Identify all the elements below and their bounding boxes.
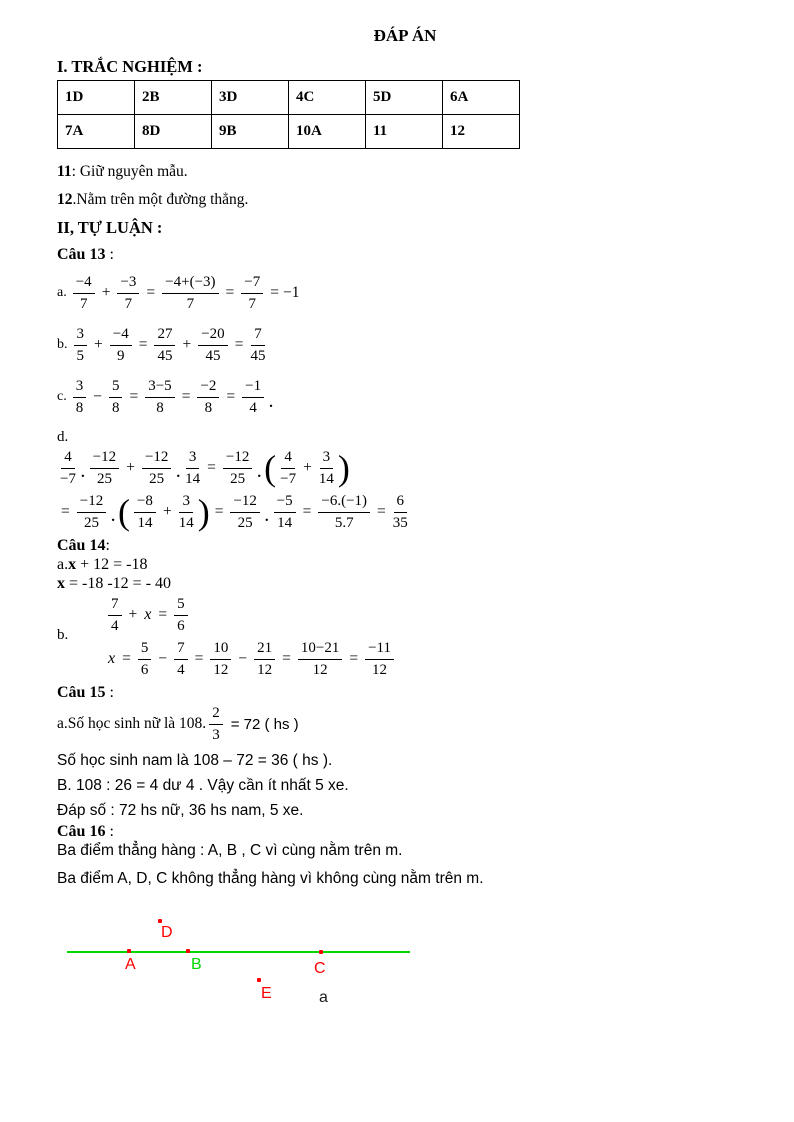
fraction xyxy=(174,596,188,635)
math-var: x xyxy=(108,650,116,667)
cau14-a1-rest: + 12 = -18 xyxy=(76,556,148,573)
denominator: 14 xyxy=(318,470,334,487)
numerator: −2 xyxy=(197,378,219,398)
fraction xyxy=(73,274,95,313)
cau14-label-b: b. xyxy=(57,627,69,643)
fraction xyxy=(298,640,342,679)
denominator: 14 xyxy=(137,514,153,531)
math-op: = xyxy=(214,503,224,520)
numerator: 10 xyxy=(210,640,231,660)
answer-cell: 12 xyxy=(443,115,520,149)
numerator: 3 xyxy=(74,326,88,346)
numerator: −11 xyxy=(365,640,394,660)
answer-table xyxy=(57,80,520,149)
cau14-a2-rest: = -18 -12 = - 40 xyxy=(65,575,172,592)
denominator: 7 xyxy=(124,295,133,312)
math-op: = xyxy=(61,503,70,520)
math-dot: . xyxy=(111,509,115,525)
fraction xyxy=(108,596,122,635)
line-label-a: a xyxy=(319,989,328,1006)
math-op: = xyxy=(282,650,291,667)
numerator: 4 xyxy=(281,449,295,469)
fraction xyxy=(174,640,188,679)
denominator: 45 xyxy=(250,347,266,364)
answer-cell: 1D xyxy=(58,81,135,115)
numerator: −12 xyxy=(230,493,259,513)
point-dot-A xyxy=(127,949,131,953)
denominator: 7 xyxy=(248,295,257,312)
math-var: x xyxy=(144,606,152,623)
numerator: −4 xyxy=(73,274,95,294)
numerator: −12 xyxy=(223,449,252,469)
answer-cell: 11 xyxy=(366,115,443,149)
denominator: 4 xyxy=(177,661,185,678)
denominator: 4 xyxy=(111,617,119,634)
note-12-text: .Nằm trên một đường thẳng. xyxy=(72,191,249,208)
section-2-heading: II, TỰ LUẬN : xyxy=(57,218,163,237)
fraction xyxy=(109,378,123,417)
cau14-b-equations xyxy=(105,593,397,681)
math-op: + xyxy=(182,336,192,353)
fraction xyxy=(154,326,175,365)
numerator: 21 xyxy=(254,640,275,660)
denominator: 14 xyxy=(185,470,201,487)
numerator: −12 xyxy=(77,493,106,513)
math-op: = xyxy=(377,503,386,520)
cau13-line-c xyxy=(57,374,737,420)
parenthesis: ( xyxy=(264,448,277,488)
cau13-heading xyxy=(57,245,737,264)
cau16-heading xyxy=(57,822,737,841)
math-stxt: = 72 ( hs ) xyxy=(230,715,299,733)
fraction xyxy=(185,449,200,488)
answer-cell: 9B xyxy=(212,115,289,149)
cau14-line-b2 xyxy=(105,637,397,681)
cau14-heading-bold: Câu 14 xyxy=(57,537,106,554)
numerator: −4 xyxy=(110,326,132,346)
point-dot-E xyxy=(257,978,261,982)
math-lbl: c. xyxy=(57,389,67,404)
math-op: = xyxy=(270,284,279,301)
numerator: −4+(−3) xyxy=(162,274,218,294)
denominator: 8 xyxy=(111,399,120,416)
numerator: 3 xyxy=(73,378,87,398)
point-label-B: B xyxy=(191,956,202,973)
note-12-number: 12 xyxy=(57,191,73,208)
numerator: −3 xyxy=(117,274,139,294)
fraction xyxy=(197,378,219,417)
point-label-A: A xyxy=(125,956,136,973)
fraction xyxy=(138,640,152,679)
cau14-part-b xyxy=(57,593,737,681)
cau13-line-b xyxy=(57,322,737,368)
numerator: 3 xyxy=(179,493,193,513)
fraction xyxy=(110,326,132,365)
answer-cell: 6A xyxy=(443,81,520,115)
math-op: = xyxy=(349,650,359,667)
fraction xyxy=(77,493,106,532)
fraction xyxy=(90,449,119,488)
math-op: = xyxy=(158,606,168,623)
math-lbl: b. xyxy=(57,337,68,352)
denominator: 14 xyxy=(178,514,194,531)
table-row xyxy=(58,81,520,115)
math-dot: . xyxy=(80,465,85,481)
denominator: 8 xyxy=(156,399,164,416)
point-dot-B xyxy=(186,949,190,953)
math-op: + xyxy=(303,459,312,476)
denominator: −7 xyxy=(280,470,297,487)
numerator: 2 xyxy=(209,705,223,725)
numerator: −1 xyxy=(242,378,264,398)
answer-cell: 3D xyxy=(212,81,289,115)
answer-cell: 5D xyxy=(366,81,443,115)
answer-cell: 10A xyxy=(289,115,366,149)
cau15-heading xyxy=(57,683,737,702)
answer-cell: 8D xyxy=(135,115,212,149)
cau13-heading-colon: : xyxy=(105,246,114,263)
fraction xyxy=(209,705,223,744)
math-dot: . xyxy=(257,465,262,481)
fraction xyxy=(241,274,263,313)
point-label-E: E xyxy=(261,985,272,1002)
cau15-heading-bold: Câu 15 xyxy=(57,684,106,701)
math-op: + xyxy=(128,606,138,623)
denominator: 25 xyxy=(230,470,246,487)
numerator: 7 xyxy=(108,596,122,616)
cau15-line-3: B. 108 : 26 = 4 dư 4 . Vậy cần ít nhất 5 xe. xyxy=(57,777,349,794)
denominator: 12 xyxy=(257,661,273,678)
denominator: 25 xyxy=(96,470,112,487)
note-11 xyxy=(57,162,737,181)
math-txt: a.Số học sinh nữ là 108. xyxy=(57,715,207,732)
numerator: −12 xyxy=(142,449,171,469)
denominator: 3 xyxy=(212,726,220,743)
math-op: = xyxy=(194,650,204,667)
denominator: 12 xyxy=(213,661,229,678)
numerator: 3 xyxy=(320,449,334,469)
math-op: = xyxy=(129,388,139,405)
point-dot-C xyxy=(319,950,323,954)
fraction xyxy=(60,449,76,488)
math-dot: . xyxy=(176,465,181,481)
table-row xyxy=(58,115,520,149)
fraction xyxy=(74,326,88,365)
numerator: −7 xyxy=(241,274,263,294)
fraction xyxy=(280,449,296,488)
numerator: 7 xyxy=(251,326,265,346)
cau13-line-a xyxy=(57,270,737,316)
math-op: + xyxy=(101,284,111,301)
cau13-line-d1 xyxy=(57,446,737,490)
numerator: 7 xyxy=(174,640,188,660)
fraction xyxy=(242,378,264,417)
numerator: 5 xyxy=(109,378,123,398)
math-op: = xyxy=(122,650,131,667)
denominator: 5 xyxy=(76,347,84,364)
fraction xyxy=(274,493,296,532)
fraction xyxy=(223,449,252,488)
cau16-line-2: Ba điểm A, D, C không thẳng hàng vì không cùng nằm trên m. xyxy=(57,870,484,887)
fraction xyxy=(318,493,370,532)
note-11-text: : Giữ nguyên mẫu. xyxy=(71,163,188,180)
cau15-heading-colon: : xyxy=(105,684,114,701)
math-op: = xyxy=(225,284,235,301)
fraction xyxy=(198,326,227,365)
cau14-a1-x: x xyxy=(68,556,77,573)
numerator: 27 xyxy=(154,326,175,346)
math-op: + xyxy=(162,503,172,520)
parenthesis: ( xyxy=(117,492,130,532)
fraction xyxy=(254,640,275,679)
math-op: − xyxy=(238,650,248,667)
denominator: 25 xyxy=(149,470,165,487)
denominator: 12 xyxy=(372,661,388,678)
denominator: 12 xyxy=(312,661,328,678)
cau14-a1-prefix: a. xyxy=(57,556,69,573)
fraction xyxy=(142,449,171,488)
math-txt: −1 xyxy=(283,284,300,301)
denominator: 25 xyxy=(237,514,253,531)
numerator: 5 xyxy=(174,596,188,616)
denominator: 6 xyxy=(177,617,185,634)
fraction xyxy=(210,640,231,679)
math-op: − xyxy=(93,388,102,405)
page-title: ĐÁP ÁN xyxy=(373,26,437,45)
denominator: 45 xyxy=(205,347,221,364)
math-dot: . xyxy=(264,509,269,525)
fraction xyxy=(230,493,259,532)
figure xyxy=(0,889,794,1049)
cau14-heading xyxy=(57,536,737,555)
denominator: 14 xyxy=(277,514,293,531)
cau14-a2-x: x xyxy=(57,575,65,592)
fraction xyxy=(162,274,218,313)
fraction xyxy=(179,493,194,532)
cau16-heading-bold: Câu 16 xyxy=(57,823,106,840)
point-dot-D xyxy=(158,919,162,923)
fraction xyxy=(319,449,334,488)
math-op: = xyxy=(207,459,216,476)
cau14-line-a1 xyxy=(57,555,737,574)
cau15-line-4: Đáp số : 72 hs nữ, 36 hs nam, 5 xe. xyxy=(57,802,304,819)
parenthesis: ) xyxy=(197,492,210,532)
numerator: 6 xyxy=(394,493,408,513)
numerator: 3 xyxy=(186,449,200,469)
math-op: − xyxy=(158,650,168,667)
denominator: 25 xyxy=(83,514,99,531)
point-label-C: C xyxy=(314,960,326,977)
parenthesis: ) xyxy=(337,448,350,488)
section-1-heading: I. TRẮC NGHIỆM : xyxy=(57,57,203,76)
numerator: 5 xyxy=(138,640,152,660)
denominator: 45 xyxy=(157,347,173,364)
denominator: 4 xyxy=(249,399,257,416)
denominator: 6 xyxy=(140,661,149,678)
answer-cell: 2B xyxy=(135,81,212,115)
numerator: 4 xyxy=(61,449,75,469)
math-op: = xyxy=(234,336,244,353)
denominator: 35 xyxy=(392,514,408,531)
numerator: −8 xyxy=(134,493,156,513)
fraction xyxy=(365,640,394,679)
fraction xyxy=(250,326,265,365)
math-op: = xyxy=(302,503,312,520)
numerator: −20 xyxy=(198,326,227,346)
denominator: −7 xyxy=(60,470,76,487)
cau14-line-a2 xyxy=(57,574,737,593)
numerator: −12 xyxy=(90,449,119,469)
math-op: + xyxy=(94,336,103,353)
fraction xyxy=(73,378,87,417)
denominator: 7 xyxy=(79,295,88,312)
note-11-number: 11 xyxy=(57,163,72,180)
math-lbl: a. xyxy=(57,285,67,300)
cau14-heading-colon: : xyxy=(105,537,110,554)
cau15-line-2: Số học sinh nam là 108 – 72 = 36 ( hs ). xyxy=(57,752,333,769)
math-op: = xyxy=(181,388,191,405)
math-op: = xyxy=(226,388,236,405)
fraction xyxy=(117,274,139,313)
math-op: + xyxy=(126,459,135,476)
answer-cell: 7A xyxy=(58,115,135,149)
note-12 xyxy=(57,190,737,209)
fraction xyxy=(145,378,174,417)
line-a xyxy=(67,951,410,953)
denominator: 7 xyxy=(186,295,195,312)
cau16-line-1: Ba điểm thẳng hàng : A, B , C vì cùng nằm trên m. xyxy=(57,842,403,859)
cau15-line-a xyxy=(57,702,737,746)
fraction xyxy=(393,493,408,532)
math-dot: . xyxy=(269,395,273,411)
numerator: 10−21 xyxy=(298,640,342,660)
answer-cell: 4C xyxy=(289,81,366,115)
denominator: 8 xyxy=(204,399,213,416)
point-label-D: D xyxy=(161,924,173,941)
numerator: −6.(−1) xyxy=(318,493,370,513)
denominator: 8 xyxy=(75,399,84,416)
math-op: = xyxy=(138,336,148,353)
cau16-heading-colon: : xyxy=(105,823,114,840)
cau14-line-b1 xyxy=(105,593,397,637)
numerator: −5 xyxy=(274,493,296,513)
cau13-heading-bold: Câu 13 xyxy=(57,246,106,263)
math-op: = xyxy=(146,284,156,301)
numerator: 3−5 xyxy=(145,378,174,398)
denominator: 5.7 xyxy=(334,514,354,531)
fraction xyxy=(134,493,156,532)
cau13-line-d2 xyxy=(57,490,737,534)
cau13-label-d: d. xyxy=(57,429,69,445)
denominator: 9 xyxy=(116,347,125,364)
